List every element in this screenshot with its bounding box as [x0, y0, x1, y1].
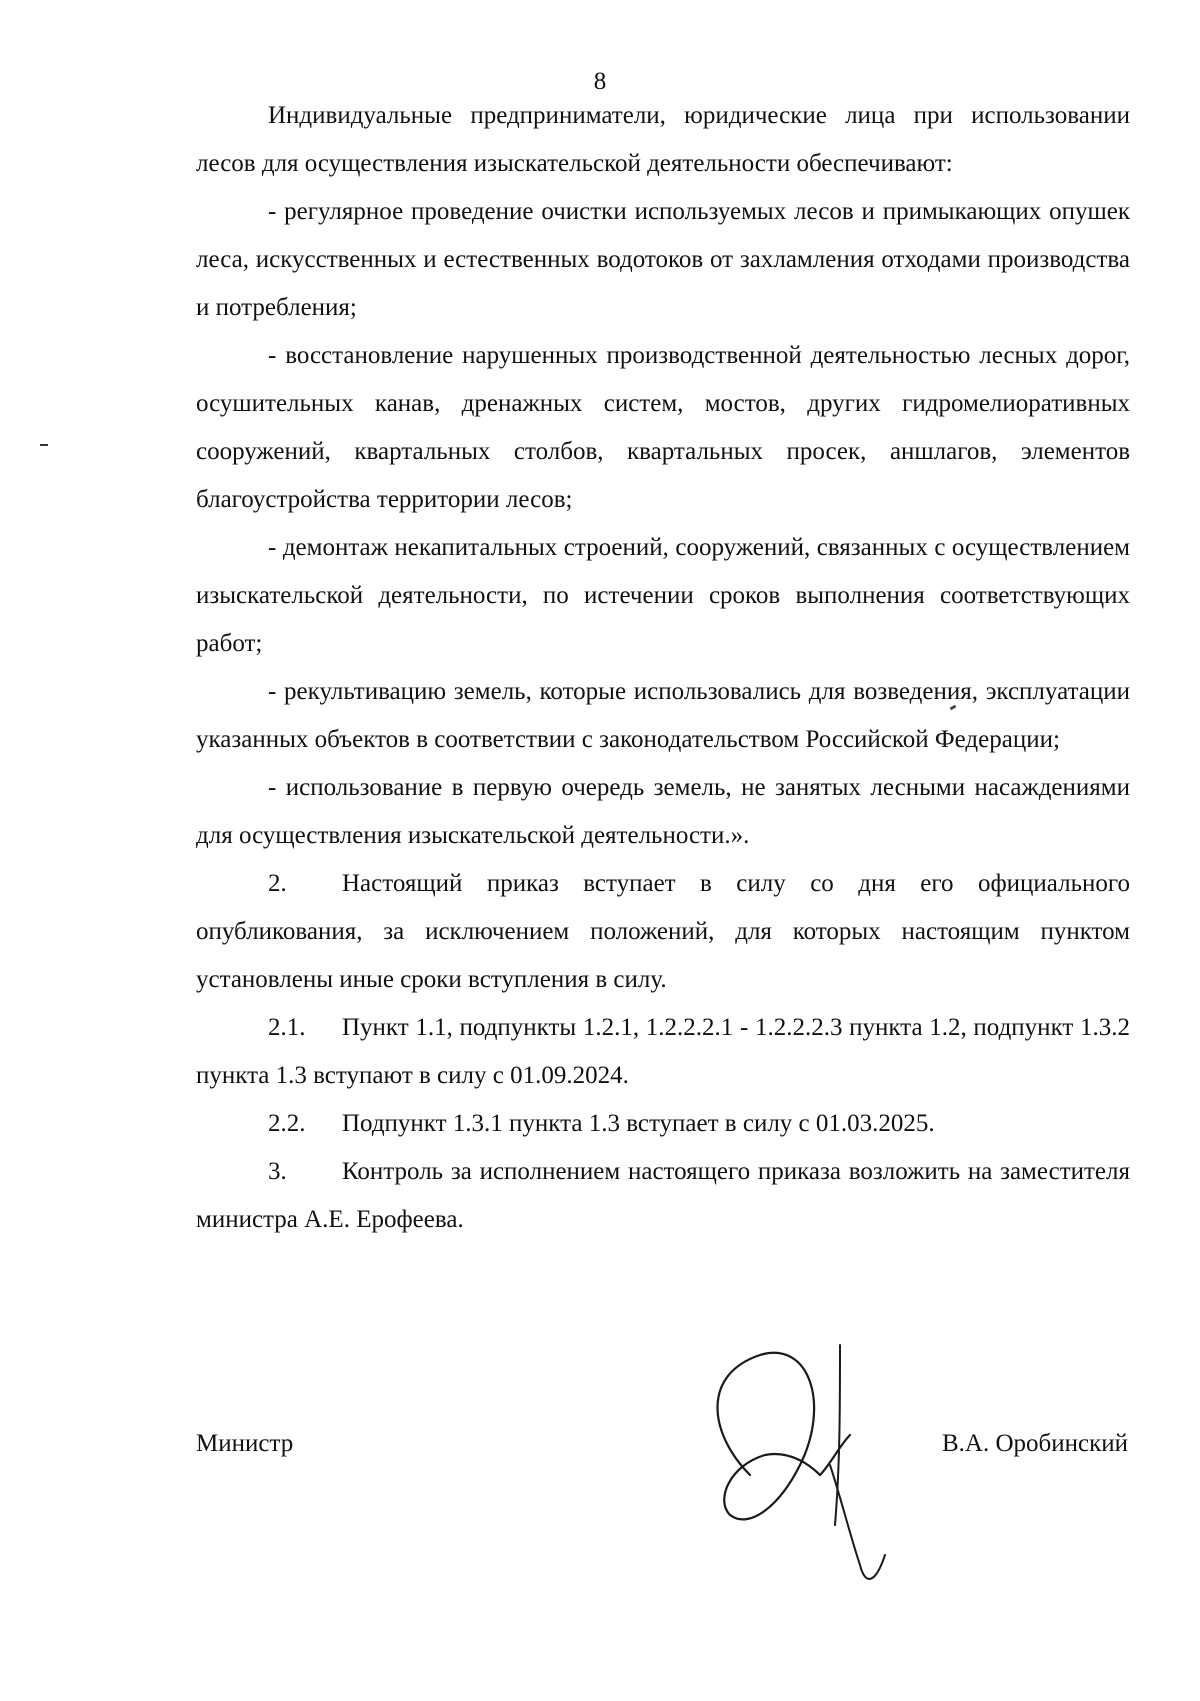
- clause-text: Подпункт 1.3.1 пункта 1.3 вступает в силу с 01.03.2025.: [342, 1110, 935, 1137]
- signature-block: [0, 1420, 1200, 1620]
- list-item-land-use: - использование в первую очередь земель, не занятых лесными насаждениями для осуществления изыскательской деятельности.».: [196, 774, 1130, 849]
- signatory-name: В.А. Оробинский: [941, 1430, 1128, 1457]
- clause-number: 2.: [268, 870, 287, 897]
- clause-number: 3.: [268, 1158, 287, 1185]
- clause-text: Контроль за исполнением настоящего приказа возложить на заместителя министра А.Е. Ерофеева.: [196, 1158, 1130, 1233]
- list-item-recultivation: - рекультивацию земель, которые использовались для возведения, эксплуатации указанных объектов в соответствии с законодательством Российской Федерации;: [196, 678, 1130, 753]
- list-item-restoration: - восстановление нарушенных производственной деятельностью лесных дорог, осушительных канав, дренажных систем, мостов, других гидромелиоративных сооружений, квартальных столбов, квартальных просек, аншлагов, элементов благоустройства территории лесов;: [196, 342, 1130, 513]
- list-item-dismantling: - демонтаж некапитальных строений, сооружений, связанных с осуществлением изыскательской деятельности, по истечении сроков выполнения соответствующих работ;: [196, 534, 1130, 657]
- clause-text: Настоящий приказ вступает в силу со дня его официального опубликования, за исключением положений, для которых настоящим пунктом установлены иные сроки вступления в силу.: [196, 870, 1130, 993]
- clause-text: Пункт 1.1, подпункты 1.2.1, 1.2.2.2.1 - 1.2.2.2.3 пункта 1.2, подпункт 1.3.2 пункта 1.3 вступают в силу с 01.09.2024.: [196, 1014, 1130, 1089]
- intro-paragraph: Индивидуальные предприниматели, юридические лица при использовании лесов для осуществления изыскательской деятельности обеспечивают:: [196, 102, 1130, 177]
- page-number: 8: [593, 68, 607, 95]
- clause-3: [196, 1148, 1130, 1244]
- clause-number: 2.2.: [268, 1110, 306, 1137]
- document-body: [196, 92, 1130, 1244]
- scan-mark: [40, 444, 48, 446]
- clause-2: [196, 860, 1130, 1004]
- handwritten-signature: [690, 1315, 950, 1615]
- clause-2-2: [196, 1100, 1130, 1148]
- clause-2-1: [196, 1004, 1130, 1100]
- clause-number: 2.1.: [268, 1014, 306, 1041]
- signatory-title: Министр: [196, 1430, 294, 1457]
- list-item-cleaning: - регулярное проведение очистки используемых лесов и примыкающих опушек леса, искусственных и естественных водотоков от захламления отходами производства и потребления;: [196, 198, 1130, 321]
